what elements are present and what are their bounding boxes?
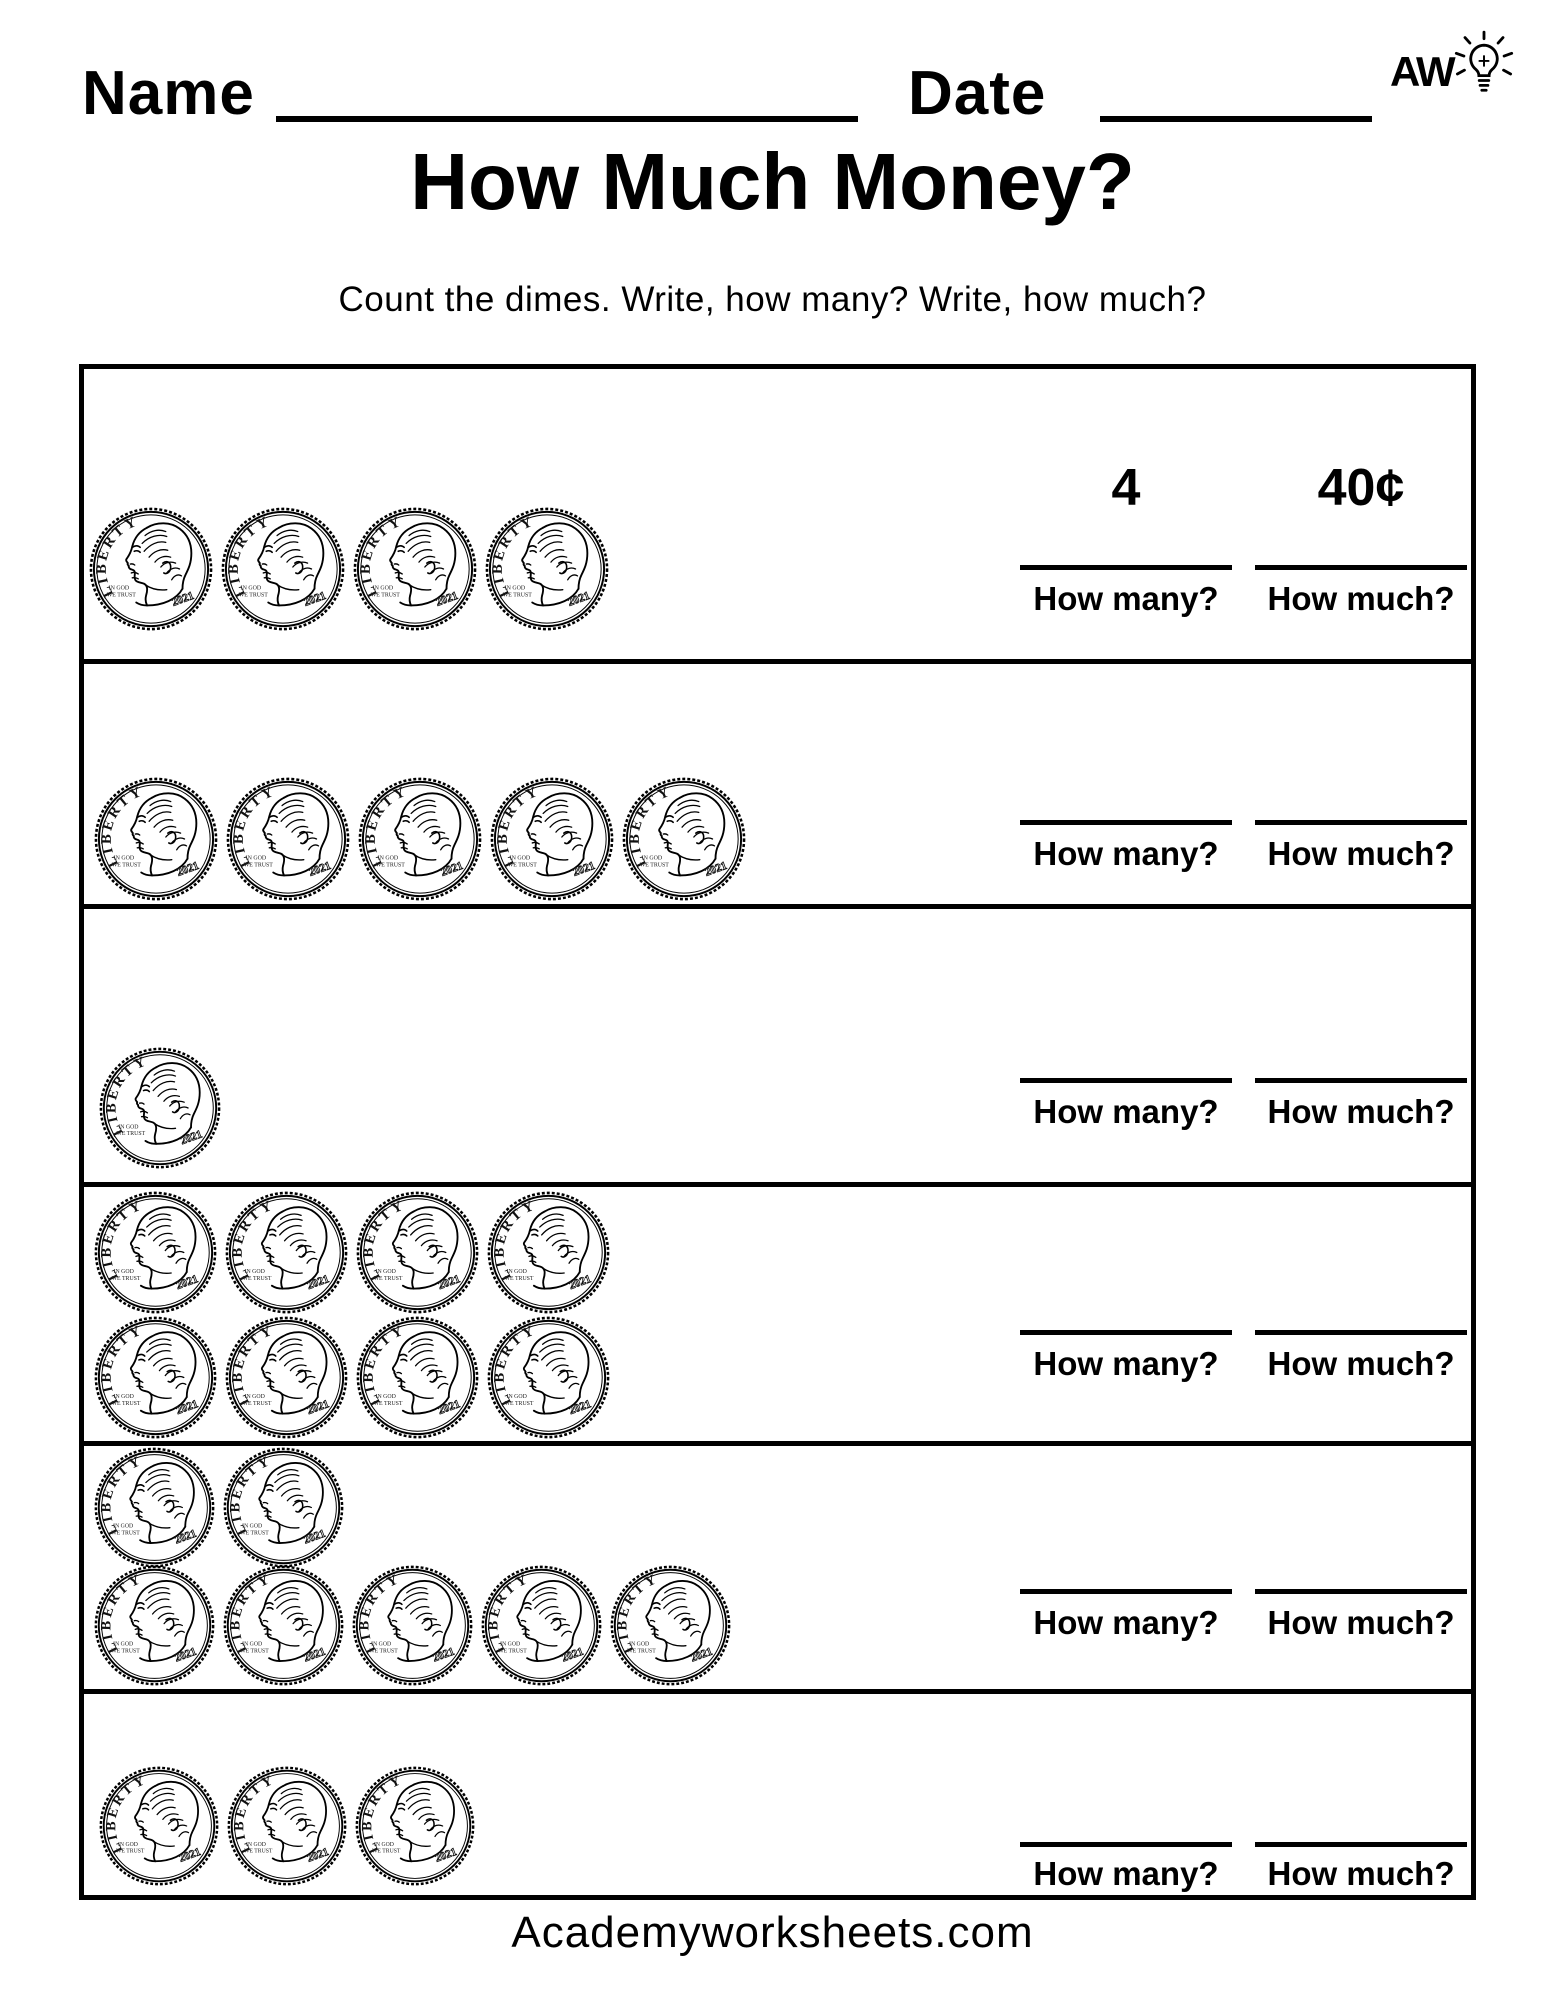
row-3-coin-group [98, 1046, 222, 1170]
row-5-how-much-label: How much? [1267, 1604, 1455, 1641]
dime-coin [489, 776, 615, 902]
dime-coin [484, 506, 610, 632]
row-1-how-many-blank [1020, 565, 1232, 570]
row-divider [79, 904, 1476, 909]
row-4-how-much-label: How much? [1267, 1345, 1455, 1382]
row-5-coin-group-bottom [93, 1564, 732, 1687]
row-4-how-many-blank [1020, 1330, 1232, 1335]
instructions-text: Count the dimes. Write, how many? Write, how much? [338, 280, 1207, 319]
dime-coin [480, 1564, 603, 1687]
row-6-coin-group [98, 1765, 476, 1887]
row-3-how-much-blank [1255, 1078, 1467, 1083]
dime-coin [225, 776, 351, 902]
row-1-how-many-label: How many? [1033, 580, 1219, 617]
dime-coin [220, 506, 346, 632]
dime-coin [357, 776, 483, 902]
dime-coin [93, 1564, 216, 1687]
lightbulb-icon [1448, 30, 1520, 106]
dime-coin [224, 1315, 349, 1440]
row-divider [79, 1182, 1476, 1187]
row-1-coin-group [88, 506, 610, 632]
dime-coin [355, 1190, 480, 1315]
row-2-how-much-label: How much? [1267, 835, 1455, 872]
row-4-coin-group-bottom [93, 1315, 611, 1440]
dime-coin [98, 1765, 220, 1887]
dime-coin [351, 1564, 474, 1687]
row-2-how-much-blank [1255, 820, 1467, 825]
row-1-how-many-answer: 4 [1111, 459, 1141, 517]
row-3-how-many-label: How many? [1033, 1093, 1219, 1130]
row-5-coin-group-top [93, 1446, 345, 1569]
date-label: Date [908, 59, 1047, 128]
row-6-how-many-blank [1020, 1842, 1232, 1847]
page-title: How Much Money? [410, 137, 1135, 226]
dime-coin [222, 1446, 345, 1569]
row-1-how-much-answer: 40¢ [1317, 459, 1405, 517]
row-6-how-many-label: How many? [1033, 1855, 1219, 1892]
row-1-how-much-label: How much? [1267, 580, 1455, 617]
dime-coin [224, 1190, 349, 1315]
dime-coin [354, 1765, 476, 1887]
dime-coin [93, 1190, 218, 1315]
row-2-how-many-label: How many? [1033, 835, 1219, 872]
dime-coin [222, 1564, 345, 1687]
row-divider [79, 1689, 1476, 1694]
name-label: Name [82, 59, 255, 128]
row-6-how-much-label: How much? [1267, 1855, 1455, 1892]
dime-coin [93, 1446, 216, 1569]
row-4-how-much-blank [1255, 1330, 1467, 1335]
row-divider [79, 659, 1476, 664]
dime-coin [486, 1315, 611, 1440]
row-6-how-much-blank [1255, 1842, 1467, 1847]
row-2-how-many-blank [1020, 820, 1232, 825]
dime-coin [621, 776, 747, 902]
dime-coin [486, 1190, 611, 1315]
row-5-how-much-blank [1255, 1589, 1467, 1594]
footer-site-text: Academyworksheets.com [511, 1908, 1034, 1957]
row-3-how-many-blank [1020, 1078, 1232, 1083]
dime-coin [88, 506, 214, 632]
row-4-coin-group-top [93, 1190, 611, 1315]
row-3-how-much-label: How much? [1267, 1093, 1455, 1130]
row-5-how-many-label: How many? [1033, 1604, 1219, 1641]
row-2-coin-group [93, 776, 747, 902]
dime-coin [226, 1765, 348, 1887]
dime-coin [609, 1564, 732, 1687]
name-blank-line [276, 116, 858, 122]
dime-coin [93, 1315, 218, 1440]
row-4-how-many-label: How many? [1033, 1345, 1219, 1382]
dime-coin [355, 1315, 480, 1440]
row-1-how-much-blank [1255, 565, 1467, 570]
row-5-how-many-blank [1020, 1589, 1232, 1594]
date-blank-line [1100, 116, 1372, 122]
dime-coin [352, 506, 478, 632]
dime-coin [98, 1046, 222, 1170]
dime-coin [93, 776, 219, 902]
logo-aw-text: AW [1390, 48, 1454, 95]
